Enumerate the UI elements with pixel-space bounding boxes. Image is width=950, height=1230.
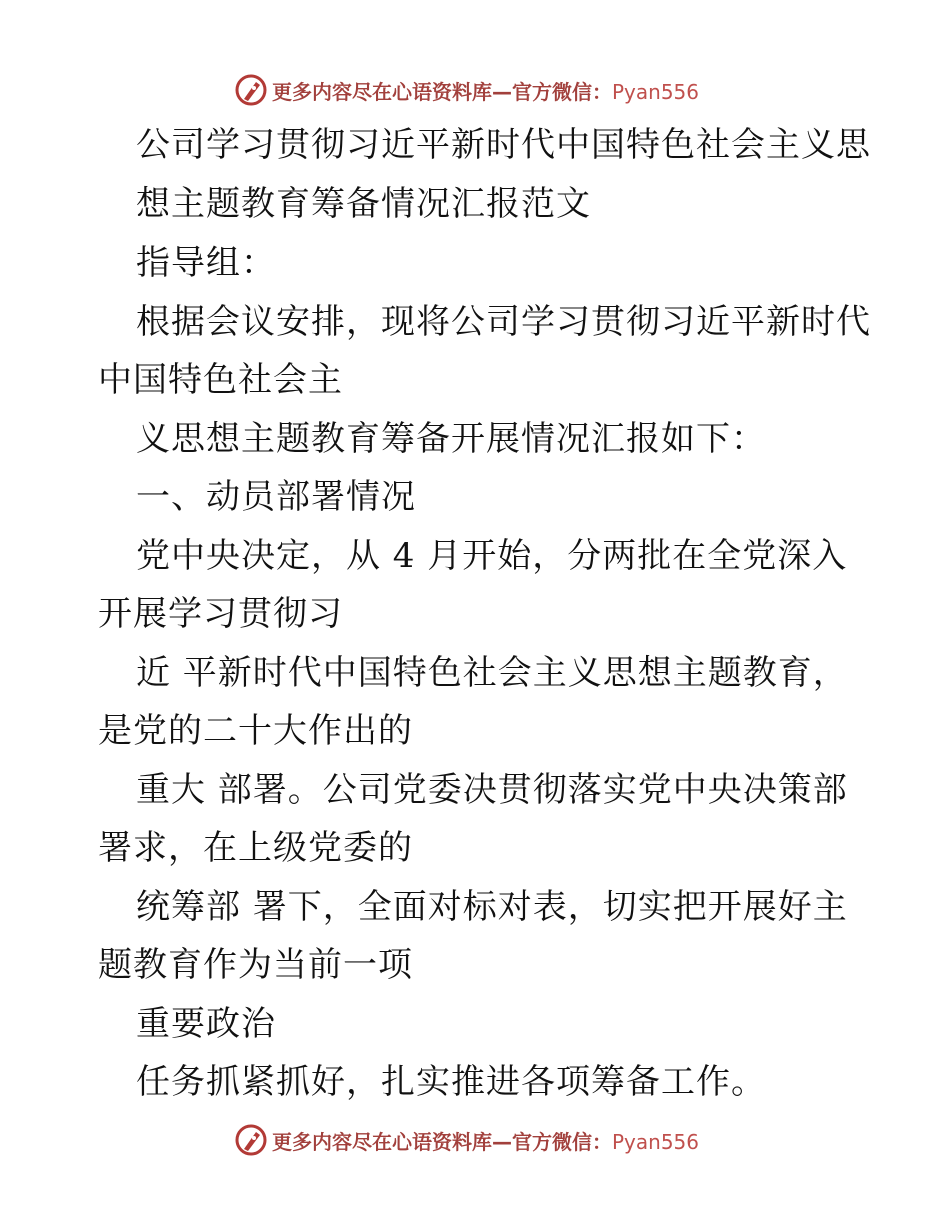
paragraph-line: 义思想主题教育筹备开展情况汇报如下： [136,419,766,459]
paragraph-line: 根据会议安排，现将公司学习贯彻习近平新时代 [136,302,871,342]
pen-nib-seal-icon [234,1123,268,1157]
watermark-wechat-id: Pyan556 [612,79,700,104]
watermark-text: 更多内容尽在心语资料库—官方微信：Pyan556 [272,79,700,104]
paragraph-line: 题教育作为当前一项 [98,945,413,985]
paragraph-line: 党中央决定，从 4 月开始，分两批在全党深入 [136,536,848,576]
paragraph-line: 中国特色社会主 [98,360,343,400]
pen-nib-seal-icon [234,73,268,107]
title-line-1: 公司学习贯彻习近平新时代中国特色社会主义思 [136,125,871,165]
watermark-wechat-id: Pyan556 [612,1129,700,1154]
paragraph-line: 任务抓紧抓好，扎实推进各项筹备工作。 [136,1062,766,1102]
paragraph-line: 重大 部署。公司党委决贯彻落实党中央决策部 [136,770,848,810]
paragraph-line: 署求，在上级党委的 [98,828,413,868]
paragraph-line: 开展学习贯彻习 [98,594,343,634]
paragraph-line: 是党的二十大作出的 [98,711,413,751]
header-watermark [0,70,950,110]
paragraph-line: 重要政治 [136,1004,276,1044]
footer-watermark [0,1120,950,1160]
section-heading: 一、动员部署情况 [136,477,416,517]
watermark-text: 更多内容尽在心语资料库—官方微信：Pyan556 [272,1129,700,1154]
paragraph-line: 统筹部 署下，全面对标对表，切实把开展好主 [136,887,848,927]
title-line-2: 想主题教育筹备情况汇报范文 [136,184,591,224]
salutation: 指导组： [136,243,276,283]
paragraph-line: 近 平新时代中国特色社会主义思想主题教育， [136,653,848,693]
